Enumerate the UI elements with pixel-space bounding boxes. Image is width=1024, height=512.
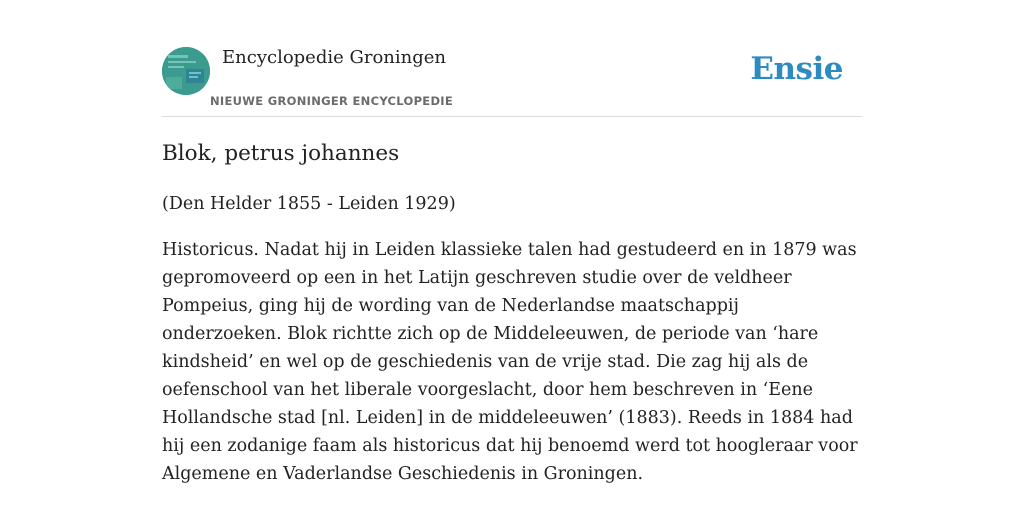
encyclopedia-avatar-icon[interactable] bbox=[162, 47, 210, 95]
site-subtitle: NIEUWE GRONINGER ENCYCLOPEDIE bbox=[210, 94, 454, 108]
ensie-logo-link[interactable]: Ensie bbox=[750, 51, 843, 87]
entry-dates: (Den Helder 1855 - Leiden 1929) bbox=[162, 194, 456, 214]
entry-title: Blok, petrus johannes bbox=[162, 141, 400, 166]
site-header bbox=[162, 44, 862, 117]
site-title[interactable]: Encyclopedie Groningen bbox=[222, 47, 447, 68]
entry-content bbox=[162, 138, 862, 488]
entry-body-text: Historicus. Nadat hij in Leiden klassieke talen had gestudeerd en in 1879 was gepromoveerd op een in het Latijn geschreven studie over de veldheer Pompeius, ging hij de wording van de Nederlandse maatschappij onderzoeken. Blok richtte zich op de Middeleeuwen, de periode van ‘hare kindsheid’ en wel op de geschiedenis van de vrije stad. Die zag hij als de oefenschool van het liberale voorgeslacht, door hem beschreven in ‘Eene Hollandsche stad [nl. Leiden] in de middeleeuwen’ (1883). Reeds in 1884 had hij een zodanige faam als historicus dat hij benoemd werd tot hoogleraar voor Algemene en Vaderlandse Geschiedenis in Groningen. bbox=[162, 240, 858, 484]
encyclopedia-cover-icon bbox=[162, 47, 210, 95]
